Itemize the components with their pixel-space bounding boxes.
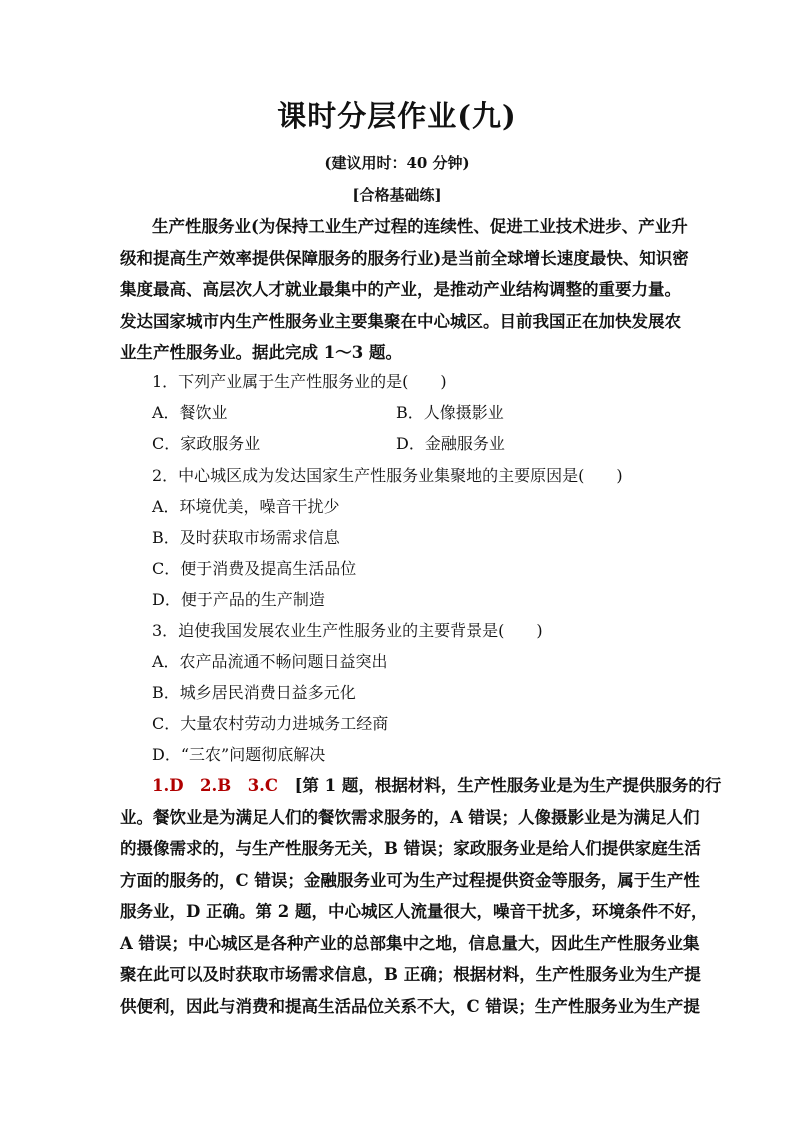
question-2-option-a: A．环境优美，噪音干扰少 (152, 497, 340, 516)
answer-key: 1.D 2.B 3.C (152, 776, 279, 795)
explanation-line: 的摄像需求的，与生产性服务无关，B 错误；家政服务业是给人们提供家庭生活 (120, 839, 701, 858)
explanation-line: 服务业，D 正确。第 2 题，中心城区人流量很大，噪音干扰多，环境条件不好， (120, 902, 708, 921)
explanation-line: 业。餐饮业是为满足人们的餐饮需求服务的，A 错误；人像摄影业是为满足人们 (120, 807, 700, 827)
intro-line: 生产性服务业(为保持工业生产过程的连续性、促进工业技术进步、产业升 (152, 217, 688, 236)
duration-note: (建议用时：40 分钟) (324, 154, 470, 172)
intro-paragraph (120, 211, 689, 369)
explanation-line: A 错误；中心城区是各种产业的总部集中之地，信息量大，因此生产性服务业集 (120, 933, 700, 953)
question-2-stem: 2．中心城区成为发达国家生产性服务业集聚地的主要原因是( ) (152, 466, 623, 485)
intro-line: 集度最高、高层次人才就业最集中的产业，是推动产业结构调整的重要力量。 (120, 280, 681, 299)
question-1-option-b: B．人像摄影业 (396, 403, 504, 422)
explanation-text: [第 1 题，根据材料，生产性服务业是为生产提供服务的行 (294, 776, 722, 795)
explanation-first-line (120, 770, 722, 802)
question-3-option-d: D．“三农”问题彻底解决 (152, 745, 326, 764)
question-3-option-a: A．农产品流通不畅问题日益突出 (152, 652, 388, 671)
section-label: [合格基础练] (352, 186, 442, 204)
page-title: 课时分层作业(九) (277, 99, 517, 133)
question-1-option-c: C．家政服务业 (152, 434, 261, 453)
question-1-option-d: D．金融服务业 (396, 434, 505, 453)
question-3-option-b: B．城乡居民消费日益多元化 (152, 683, 356, 702)
question-2-option-c: C．便于消费及提高生活品位 (152, 559, 357, 578)
question-1-option-a: A．餐饮业 (152, 403, 228, 422)
question-2-option-d: D．便于产品的生产制造 (152, 590, 325, 609)
explanation-line: 方面的服务的，C 错误；金融服务业可为生产过程提供资金等服务，属于生产性 (120, 870, 700, 890)
explanation-line: 供便利，因此与消费和提高生活品位关系不大，C 错误；生产性服务业为生产提 (120, 996, 700, 1016)
question-3-stem: 3．迫使我国发展农业生产性服务业的主要背景是( ) (152, 621, 543, 640)
intro-line: 业生产性服务业。据此完成 1～3 题。 (120, 343, 402, 362)
question-1-stem: 1．下列产业属于生产性服务业的是( ) (152, 372, 447, 391)
intro-line: 级和提高生产效率提供保障服务的服务行业)是当前全球增长速度最快、知识密 (120, 248, 689, 268)
intro-line: 发达国家城市内生产性服务业主要集聚在中心城区。目前我国正在加快发展农 (120, 311, 681, 331)
question-3-option-c: C．大量农村劳动力进城务工经商 (152, 714, 389, 733)
answer-explanation (120, 770, 722, 1022)
explanation-line: 聚在此可以及时获取市场需求信息，B 正确；根据材料，生产性服务业为生产提 (120, 965, 701, 984)
question-2-option-b: B．及时获取市场需求信息 (152, 528, 340, 547)
